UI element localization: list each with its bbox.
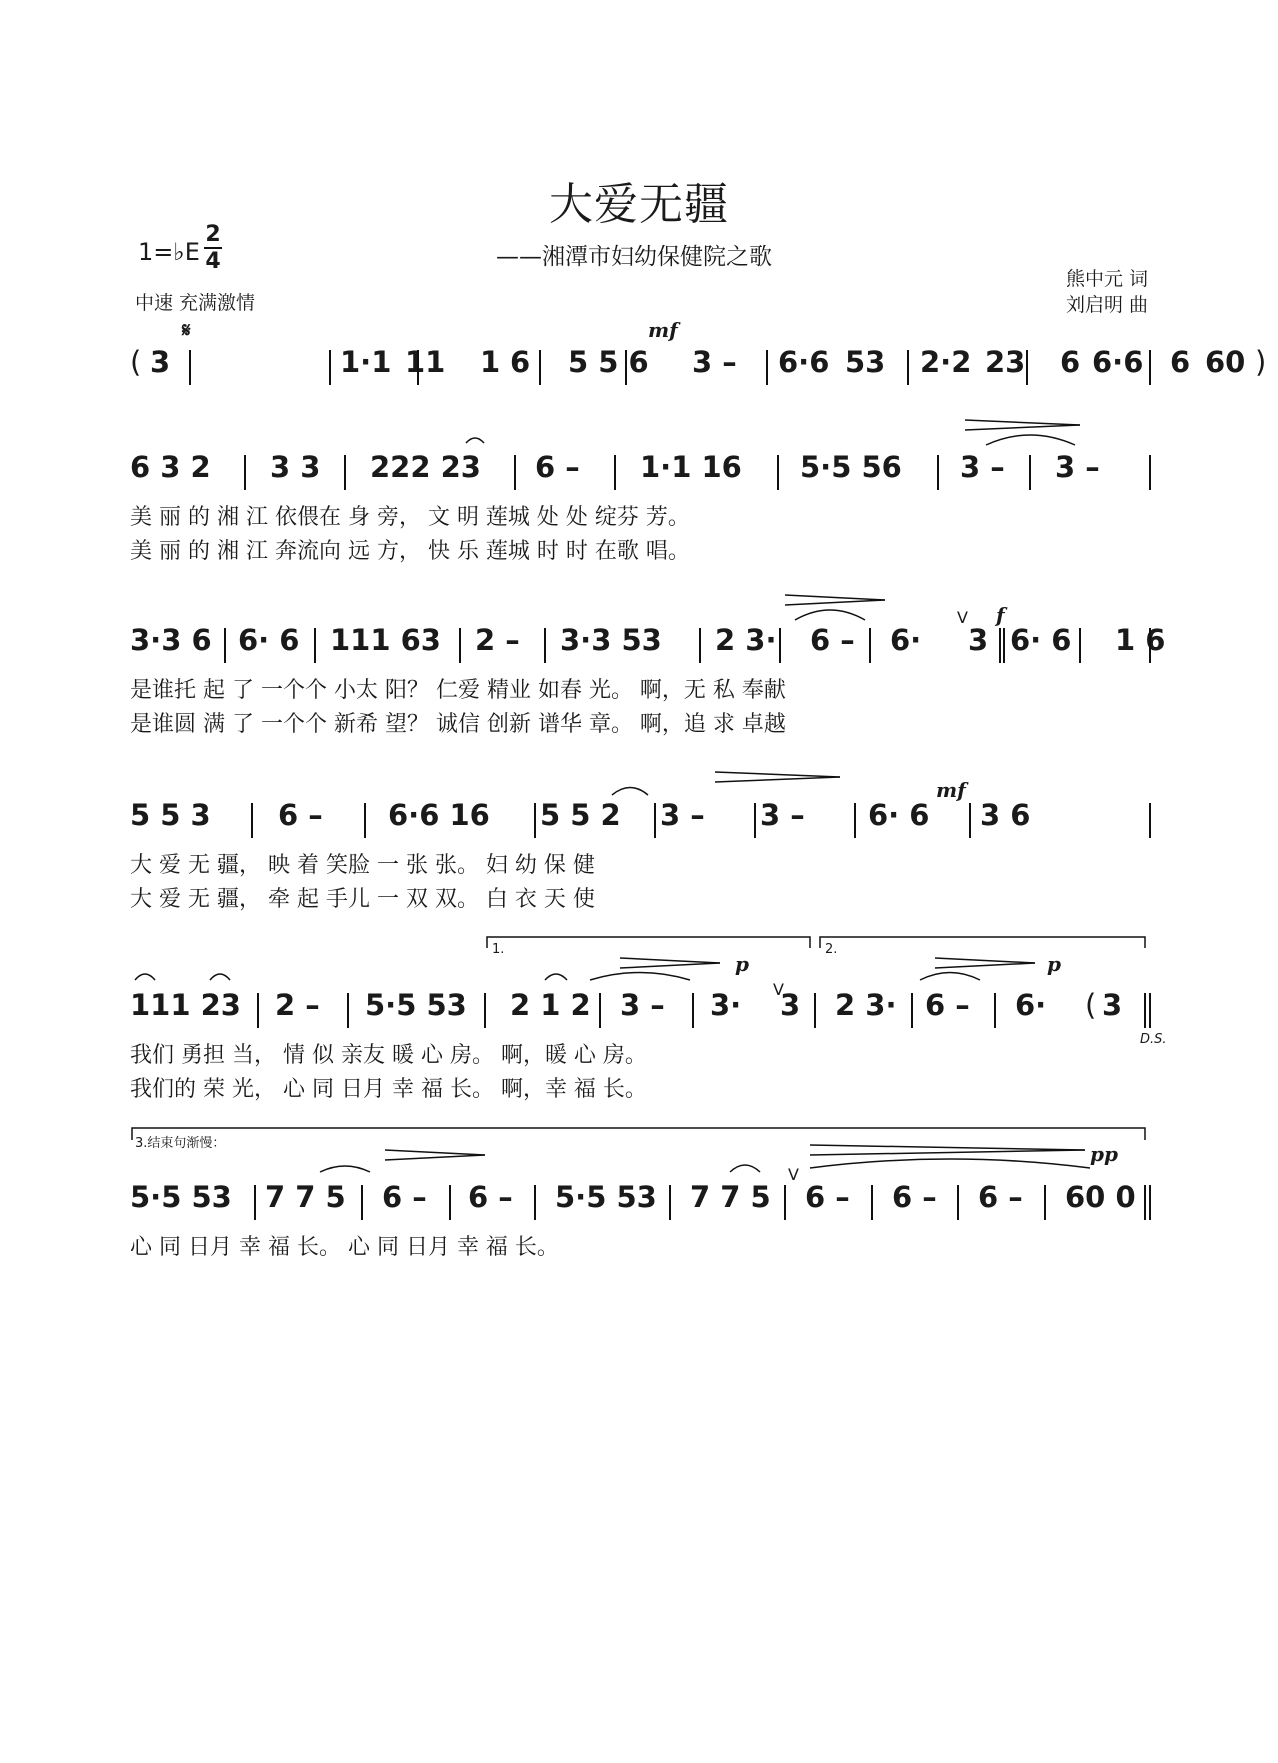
time-denominator: 4	[205, 249, 221, 274]
composer-credit: 刘启明 曲	[1065, 294, 1148, 316]
notation-row: ( 3 1·1 11 1 6 5 5 6 3 – 6·6 53 2·2 23 6 6·6 6 60 )	[130, 345, 1267, 379]
lyricist-credit: 熊中元 词	[1065, 268, 1148, 290]
song-subtitle: ——湘潭市妇幼保健院之歌	[496, 244, 772, 270]
notation-row: 111 23 2 – 5·5 53 2 1 2 3 – 3· 3 2 3· 6 – 6· ( 3	[130, 988, 1123, 1022]
dynamic-f: f	[996, 603, 1005, 627]
barlines	[190, 350, 1150, 1220]
lyric-verse-1: 心 同 日月 幸 福 长。 心 同 日月 幸 福 长。	[130, 1235, 559, 1260]
dynamic-mf: mf	[648, 318, 678, 342]
ds-marking: D.S.	[1140, 1032, 1167, 1047]
dynamic-p-2: p	[1047, 952, 1061, 976]
lyric-verse-2: 美 丽 的 湘 江 奔流向 远 方， 快 乐 莲城 时 时 在歌 唱。	[130, 539, 690, 564]
dynamic-mf-2: mf	[936, 778, 966, 802]
dynamic-pp: pp	[1090, 1142, 1118, 1166]
tempo-marking: 中速 充满激情	[135, 292, 256, 314]
volta-3-label: 3.结束句渐慢：	[135, 1136, 226, 1151]
notation-row: 5 5 3 6 – 6·6 16 5 5 2 3 – 3 – 6· 6 3 6	[130, 798, 1031, 832]
dynamic-p: p	[735, 952, 749, 976]
notation-row: 3·3 6 6· 6 111 63 2 – 3·3 53 2 3· 6 – 6· 3 6· 6 1 6	[130, 623, 1166, 657]
breath-mark-2: V	[773, 980, 784, 999]
lyric-verse-1: 我们 勇担 当， 情 似 亲友 暖 心 房。 啊，暖 心 房。	[130, 1043, 647, 1068]
lyric-verse-2: 是谁圆 满 了 一个个 新希 望？ 诚信 创新 谱华 章。 啊，追 求 卓越	[130, 712, 786, 737]
lyric-verse-1: 是谁托 起 了 一个个 小太 阳？ 仁爱 精业 如春 光。 啊，无 私 奉献	[130, 678, 786, 703]
key-signature: 1=♭E	[138, 238, 200, 266]
volta-1-label: 1.	[492, 942, 505, 957]
notation-row: 5·5 53 7 7 5 6 – 6 – 5·5 53 7 7 5 6 – 6 – 6 – 60 0	[130, 1180, 1136, 1214]
lyric-verse-2: 大 爱 无 疆， 牵 起 手儿 一 双 双。 白 衣 天 使	[130, 887, 595, 912]
breath-mark-3: V	[788, 1165, 799, 1184]
time-numerator: 2	[205, 222, 221, 247]
segno-sign: 𝄋	[182, 318, 191, 342]
lyric-verse-1: 美 丽 的 湘 江 依偎在 身 旁， 文 明 莲城 处 处 绽芬 芳。	[130, 505, 690, 530]
notation-row: 6 3 2 3 3 222 23 6 – 1·1 16 5·5 56 3 – 3 –	[130, 450, 1100, 484]
volta-2-label: 2.	[825, 942, 838, 957]
slurs-and-hairpins	[132, 420, 1145, 1172]
lyric-verse-2: 我们的 荣 光， 心 同 日月 幸 福 长。 啊，幸 福 长。	[130, 1077, 647, 1102]
breath-mark: V	[957, 608, 968, 627]
song-title: 大爱无疆	[549, 179, 729, 230]
lyric-verse-1: 大 爱 无 疆， 映 着 笑脸 一 张 张。 妇 幼 保 健	[130, 853, 595, 878]
